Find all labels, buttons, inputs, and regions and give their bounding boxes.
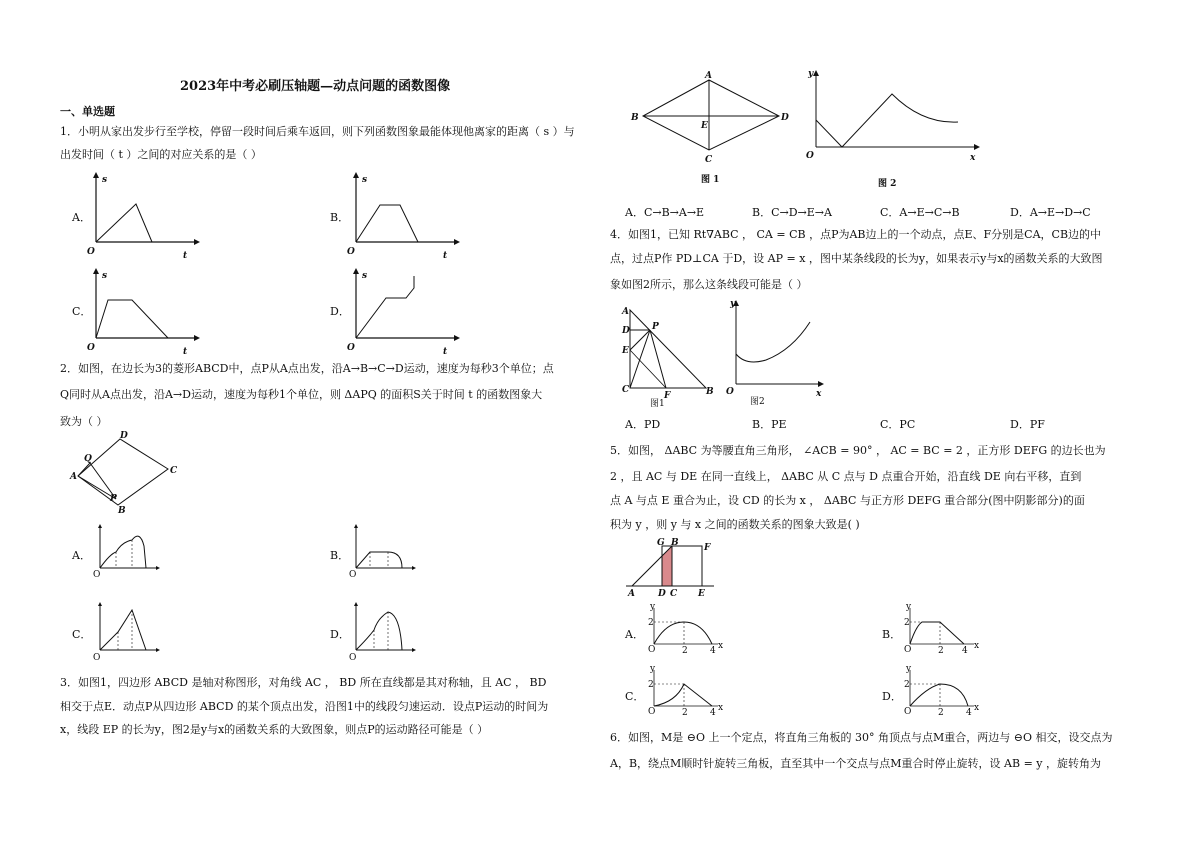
svg-text:2: 2: [682, 646, 688, 656]
q5-option-a-graph: [646, 604, 726, 654]
svg-text:2: 2: [904, 680, 910, 690]
svg-text:y: y: [650, 602, 656, 612]
svg-text:x: x: [718, 703, 724, 713]
q5-option-d-graph: [902, 666, 982, 716]
q4-option-d: D．PF: [1010, 418, 1045, 431]
svg-text:P: P: [110, 494, 117, 504]
svg-text:O: O: [726, 387, 734, 397]
q2-rhombus-figure: [70, 431, 180, 516]
svg-text:t: t: [183, 347, 188, 357]
q1-option-c-label: C．: [72, 305, 92, 318]
svg-text:O: O: [87, 343, 95, 353]
svg-text:O: O: [347, 247, 355, 257]
q1-option-a-graph: [87, 172, 200, 262]
q5-option-b-label: B．: [882, 628, 902, 641]
svg-text:E: E: [701, 121, 708, 131]
q4-text-line2: 点，过点P作 PD⊥CA 于D，设 AP = x ，图中某条线段的长为y，如果表示y与x的函数关系的大致图: [610, 252, 1103, 265]
q2-text-line3: 致为（ ）: [60, 415, 108, 428]
svg-text:D: D: [781, 113, 789, 123]
svg-text:O: O: [349, 653, 357, 663]
svg-text:E: E: [622, 346, 629, 356]
svg-text:图 1: 图 1: [701, 175, 720, 185]
svg-text:x: x: [974, 703, 980, 713]
svg-text:y: y: [808, 69, 814, 79]
svg-text:A: A: [628, 589, 635, 599]
q5-text-line4: 积为 y ，则 y 与 x 之间的函数关系的图象大致是( ): [610, 518, 860, 531]
q4-option-b: B．PE: [752, 418, 787, 431]
q2-option-a-label: A．: [72, 549, 91, 562]
svg-text:C: C: [705, 155, 713, 165]
q4-text-line3: 象如图2所示，那么这条线段可能是（ ）: [610, 278, 808, 291]
svg-text:y: y: [730, 299, 736, 309]
svg-text:x: x: [718, 641, 724, 651]
q2-option-d-graph: [348, 600, 418, 662]
q1-option-b-label: B．: [330, 211, 350, 224]
q1-text-line1: 1．小明从家出发步行至学校，停留一段时间后乘车返回，则下列函数图象最能体现他离家的距离（ s ）与: [60, 125, 575, 138]
q5-option-b-graph: [902, 604, 982, 654]
q3-option-a: A．C→B→A→E: [625, 206, 705, 219]
svg-text:y: y: [906, 664, 912, 674]
q3-figure-2: [800, 66, 985, 190]
q3-text-line1: 3．如图1，四边形 ABCD 是轴对称图形，对角线 AC ， BD 所在直线都是其对称轴，且 AC ， BD: [60, 676, 547, 689]
q3-option-b: B．C→D→E→A: [752, 206, 832, 219]
q5-figure: [624, 538, 724, 600]
page-title: 2023年中考必刷压轴题—动点问题的函数图像: [180, 79, 451, 94]
q2-text-line2: Q同时从A点出发，沿A→D运动，速度为每秒1个单位，则 ΔAPQ 的面积S关于时间 t 的函数图象大: [60, 388, 543, 401]
q2-option-b-graph: [348, 522, 418, 580]
svg-text:4: 4: [962, 646, 968, 656]
svg-text:2: 2: [648, 618, 654, 628]
svg-text:D: D: [120, 431, 128, 441]
svg-text:D: D: [622, 326, 630, 336]
svg-text:B: B: [706, 387, 714, 397]
svg-text:F: F: [664, 391, 671, 401]
svg-text:P: P: [652, 322, 659, 332]
svg-text:4: 4: [710, 708, 716, 718]
svg-text:C: C: [670, 589, 678, 599]
q4-option-a: A．PD: [625, 418, 661, 431]
q2-option-c-label: C．: [72, 628, 92, 641]
q3-option-d: D．A→E→D→C: [1010, 206, 1091, 219]
svg-text:4: 4: [710, 646, 716, 656]
q1a-origin: O: [87, 247, 95, 257]
q4-figure-1: [620, 302, 720, 408]
q1-option-d-graph: [347, 268, 460, 358]
q1a-axis-s: s: [102, 175, 108, 185]
svg-text:O: O: [93, 653, 101, 663]
q3-text-line3: x，线段 EP 的长为y，图2是y与x的函数关系的大致图象，则点P的运动路径可能是（ ）: [60, 723, 489, 736]
svg-text:D: D: [658, 589, 666, 599]
svg-text:x: x: [974, 641, 980, 651]
svg-text:C: C: [170, 466, 178, 476]
svg-text:B: B: [118, 506, 126, 516]
q6-text-line2: A，B，绕点M顺时针旋转三角板，直至其中一个交点与点M重合时停止旋转，设 AB = y ，旋转角为: [610, 757, 1101, 770]
svg-text:B: B: [671, 538, 679, 548]
q4-option-c: C．PC: [880, 418, 916, 431]
svg-text:t: t: [443, 347, 448, 357]
svg-text:图 2: 图 2: [878, 179, 897, 189]
q2-option-b-label: B．: [330, 549, 350, 562]
q3-figure-1: [625, 70, 795, 190]
svg-text:O: O: [904, 707, 912, 717]
svg-text:G: G: [657, 538, 665, 548]
svg-text:A: A: [705, 71, 712, 81]
svg-text:x: x: [816, 389, 822, 399]
svg-text:t: t: [443, 251, 448, 261]
svg-text:y: y: [906, 602, 912, 612]
q1-option-c-graph: [87, 268, 200, 358]
svg-text:E: E: [698, 589, 705, 599]
q5-text-line2: 2 ，且 AC 与 DE 在同一直线上， ΔABC 从 C 点与 D 点重合开始，沿直线 DE 向右平移，直到: [610, 470, 1082, 483]
svg-text:图1: 图1: [650, 399, 665, 409]
svg-text:y: y: [650, 664, 656, 674]
svg-text:F: F: [704, 543, 711, 553]
svg-text:s: s: [102, 271, 108, 281]
svg-text:2: 2: [904, 618, 910, 628]
q2-option-d-label: D．: [330, 628, 350, 641]
svg-text:x: x: [970, 153, 976, 163]
svg-text:4: 4: [966, 708, 972, 718]
svg-text:O: O: [349, 570, 357, 580]
svg-text:O: O: [806, 151, 814, 161]
svg-text:A: A: [70, 472, 77, 482]
svg-text:s: s: [362, 175, 368, 185]
q5-text-line1: 5．如图， ΔABC 为等腰直角三角形， ∠ACB = 90° ， AC = BC = 2 ，正方形 DEFG 的边长也为: [610, 444, 1106, 457]
q2-option-c-graph: [92, 600, 162, 662]
q5-text-line3: 点 A 与点 E 重合为止，设 CD 的长为 x ， ΔABC 与正方形 DEFG 重合部分(图中阴影部分)的面: [610, 494, 1085, 507]
q5-option-c-graph: [646, 666, 726, 716]
q1-option-d-label: D．: [330, 305, 350, 318]
svg-text:2: 2: [648, 680, 654, 690]
svg-text:2: 2: [938, 646, 944, 656]
q2-option-a-graph: [92, 522, 162, 580]
q3-text-line2: 相交于点E．动点P从四边形 ABCD 的某个顶点出发，沿图1中的线段匀速运动．设点P运动的时间为: [60, 700, 549, 713]
q6-text-line1: 6．如图，M是 ⊖O 上一个定点，将直角三角板的 30° 角顶点与点M重合，两边与 ⊖O 相交，设交点为: [610, 731, 1113, 744]
q1-option-b-graph: [347, 172, 460, 262]
section-heading: 一、单选题: [60, 105, 115, 118]
q5-option-a-label: A．: [625, 628, 644, 641]
svg-text:图2: 图2: [750, 397, 765, 407]
q5-option-d-label: D．: [882, 690, 902, 703]
q1-option-a-label: A．: [72, 211, 91, 224]
svg-text:s: s: [362, 271, 368, 281]
svg-text:C: C: [622, 385, 630, 395]
svg-text:B: B: [631, 113, 639, 123]
svg-text:2: 2: [938, 708, 944, 718]
q1a-axis-t: t: [183, 251, 188, 261]
svg-text:Q: Q: [84, 454, 92, 464]
svg-text:O: O: [648, 645, 656, 655]
q5-option-c-label: C．: [625, 690, 645, 703]
svg-text:A: A: [622, 307, 629, 317]
svg-text:O: O: [904, 645, 912, 655]
svg-text:O: O: [347, 343, 355, 353]
q1-text-line2: 出发时间（ t ）之间的对应关系的是（ ）: [60, 148, 262, 161]
q3-option-c: C．A→E→C→B: [880, 206, 960, 219]
q4-figure-2: [720, 298, 830, 408]
q2-text-line1: 2．如图，在边长为3的菱形ABCD中，点P从A点出发，沿A→B→C→D运动，速度为每秒3个单位；点: [60, 362, 554, 375]
svg-text:2: 2: [682, 708, 688, 718]
svg-text:O: O: [648, 707, 656, 717]
q4-text-line1: 4．如图1，已知 Rt∇ABC ， CA = CB ，点P为AB边上的一个动点，点E、F分别是CA，CB边的中: [610, 228, 1102, 241]
svg-text:O: O: [93, 570, 101, 580]
q5-overlap-shade: [662, 546, 672, 586]
